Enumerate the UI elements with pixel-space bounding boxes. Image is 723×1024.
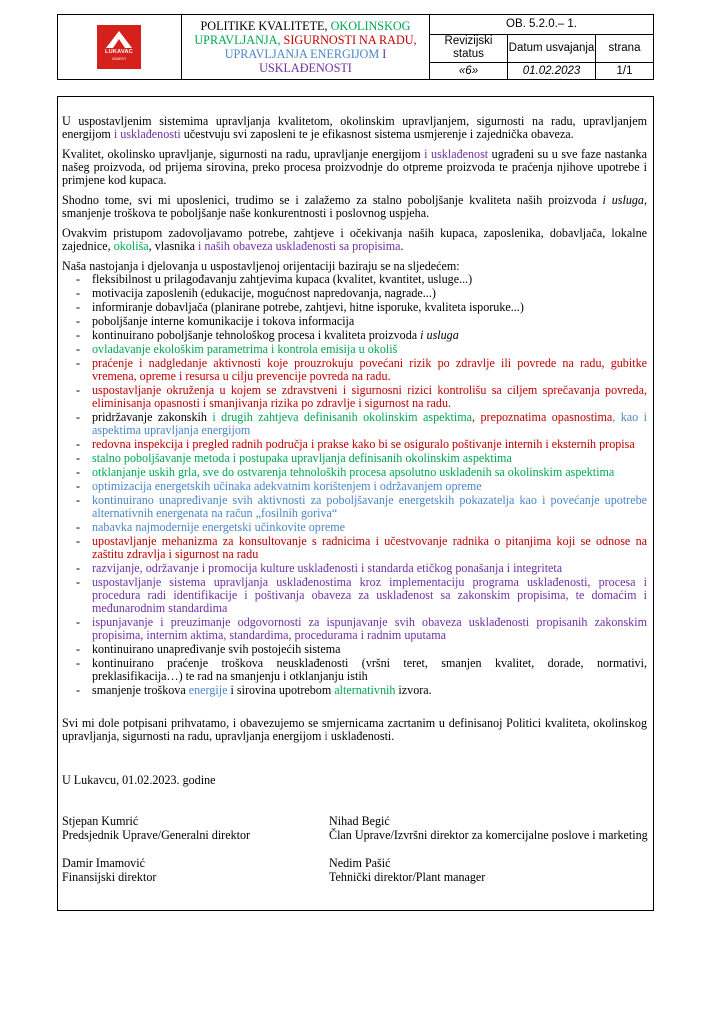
text-run: Ovakvim pristupom zadovoljavamo potrebe, zahtjeve i očekivanja naših kupaca, zaposlenika, dobavljača, lokalne zajednice, [62, 226, 647, 253]
text-run: stalno poboljšavanje metoda i postupaka upravljanja definisanih okolinskim aspektima [92, 451, 512, 465]
text-run: motivacija zaposlenih (edukacije, mogućnost napredovanja, nagrade...) [92, 286, 436, 300]
list-dash: - [76, 520, 81, 534]
text-run: I USKLAĐENOSTI [259, 47, 387, 75]
text-run: pridržavanje zakonskih [92, 410, 213, 424]
list-dash: - [76, 300, 81, 314]
list-dash: - [76, 356, 81, 370]
signatory-role: Predsjednik Uprave/Generalni direktor [62, 828, 251, 842]
signatory-2 [329, 814, 648, 842]
intro-paragraphs [62, 115, 647, 253]
list-dash: - [76, 615, 81, 629]
list-dash: - [76, 451, 81, 465]
list-item [62, 411, 647, 437]
policy-title-text [188, 19, 423, 75]
list-item [62, 576, 647, 615]
text-run: kontinuirano praćenje troškova neusklađenosti (vršni teret, smanjen kvalitet, dorade, normativi, preklasifikacija…) te rad na smanjenju i otklanjanju istih [92, 656, 647, 683]
text-run: i drugih zahtjeva definisanih okolinskim aspektima [212, 410, 473, 424]
text-run: Kvalitet, okolinsko upravljanje, sigurnosti na radu, upravljanje energijom [62, 147, 425, 161]
text-run: i sirovina upotrebom [227, 683, 335, 697]
list-item [62, 535, 647, 561]
text-run: ugrađeni su u sve faze nastanka našeg proizvoda, od prijema sirovina, preko procesa proizvodnje do otpreme proizvoda te praćenja njihove upotrebe i primjene kod kupaca. [62, 147, 647, 187]
text-run: učestvuju svi zaposleni te je efikasnost sistema usmjerenje i zajednička obaveza. [180, 127, 574, 141]
text-run: OKOLINSKOG UPRAVLJANJA, [194, 19, 411, 47]
document-meta [430, 15, 653, 79]
list-item [62, 684, 647, 697]
list-dash: - [76, 561, 81, 575]
logo-cell [58, 15, 182, 79]
text-run: usklađenosti. [327, 729, 395, 743]
signatory-role: Finansijski direktor [62, 870, 157, 884]
text-run: smanjenje troškova [92, 683, 189, 697]
list-item [62, 357, 647, 383]
adoption-date-value: 01.02.2023 [508, 63, 596, 79]
signatory-name: Damir Imamović [62, 856, 145, 870]
revision-status-value: «6» [430, 63, 508, 79]
list-dash: - [76, 683, 81, 697]
text-run: redovna inspekcija i pregled radnih područja i prakse kako bi se osiguralo poštivanje internih i eksternih propisa [92, 437, 635, 451]
list-dash: - [76, 383, 81, 397]
list-item [62, 384, 647, 410]
list-item [62, 438, 647, 451]
text-run: alternativnih [334, 683, 396, 697]
text-run: UPRAVLJANJA ENERGIJOM [224, 47, 383, 61]
page-header: strana [596, 34, 653, 63]
list-dash: - [76, 642, 81, 656]
text-run: U uspostavljenim sistemima upravljanja kvalitetom, okolinskim upravljanjem, sigurnosti na radu, upravljanjem energijom [62, 114, 647, 141]
text-run: , smanjenje troškova te poboljšanje naše konkurentnosti i poslovnog uspjeha. [62, 193, 647, 220]
text-run: fleksibilnost u prilagođavanju zahtjevima kupaca (kvalitet, kvantitet, usluge...) [92, 272, 473, 286]
list-item [62, 287, 647, 300]
text-run: ovladavanje ekološkim parametrima i kontrola emisija u okoliš [92, 342, 398, 356]
adoption-date-header: Datum usvajanja [508, 34, 596, 63]
text-run: kontinuirano poboljšanje tehnološkog procesa i kvaliteta proizvoda [92, 328, 421, 342]
signatory-4 [329, 856, 485, 884]
list-dash: - [76, 534, 81, 548]
text-run: i naših obaveza usklađenosti sa propisima [198, 239, 401, 253]
list-dash: - [76, 656, 81, 670]
text-run: otklanjanje uskih grla, sve do ostvarenja tehnoloških procesa apsolutno usklađenih sa okolinskim aspektima [92, 465, 615, 479]
text-run: . [400, 239, 404, 253]
logo-subtitle: CEMENT [111, 57, 127, 61]
list-item [62, 452, 647, 465]
list-dash: - [76, 286, 81, 300]
text-run: poboljšanje interne komunikacije i tokova informacija [92, 314, 355, 328]
list-item [62, 494, 647, 520]
list-item [62, 643, 647, 656]
text-run: energije [188, 683, 228, 697]
list-item [62, 480, 647, 493]
list-item [62, 273, 647, 286]
text-run: Shodno tome, svi mi uposlenici, trudimo se i zalažemo za stalno poboljšanje kvaliteta naših proizvoda [62, 193, 603, 207]
place-and-date: U Lukavcu, 01.02.2023. godine [62, 773, 216, 787]
lukavac-cement-logo [97, 25, 141, 69]
text-run: i usklađenosti [113, 127, 181, 141]
revision-status-header: Revizijski status [430, 34, 508, 63]
list-intro: Naša nastojanja i djelovanja u uspostavljenoj orijentaciji baziraju se na sljedećem: [62, 259, 460, 273]
document-code: OB. 5.2.0.– 1. [430, 15, 653, 35]
text-run: i usluga [602, 193, 644, 207]
text-run: praćenje i nadgledanje aktivnosti koje prouzrokuju povećani rizik po zdravlje ili povrede na radu, gubitke vremena, opreme i resursa u cilju prevencije povreda na radu. [92, 356, 647, 383]
list-dash: - [76, 575, 81, 589]
text-run: SIGURNOSTI NA RADU, [283, 33, 417, 47]
list-dash: - [76, 328, 81, 342]
policy-title [182, 15, 430, 79]
policy-paragraph [62, 115, 647, 141]
signatory-3 [62, 856, 156, 884]
list-dash: - [76, 479, 81, 493]
list-dash: - [76, 437, 81, 451]
text-run: kontinuirano unapređivanje svih aktivnosti za poboljšavanje energetskih pokazatelja kao i povećanje upotrebe alternativnih energenata na račun „fosilnih goriva“ [92, 493, 647, 520]
list-item [62, 343, 647, 356]
document-header-table [57, 14, 654, 80]
policy-paragraph [62, 148, 647, 187]
list-item [62, 466, 647, 479]
list-dash: - [76, 410, 81, 424]
list-item [62, 657, 647, 683]
text-run: upostavljanje mehanizma za konsultovanje s radnicima i učestvovanje radnika o pitanjima koji se odnose na zaštitu zdravlja i sigurnost na radu [92, 534, 647, 561]
policy-paragraph [62, 227, 647, 253]
list-item [62, 521, 647, 534]
text-run: i [324, 729, 328, 743]
text-run: uspostavljanje okruženja u kojem se zdravstveni i sigurnosni rizici kontrolišu sa ciljem sprečavanja povreda, eliminisanja opasnosti i smanjivanja rizika po zdravlje i sigurnost na radu. [92, 383, 647, 410]
text-run: Svi mi dole potpisani prihvatamo, i obavezujemo se smjernicama zacrtanim u definisanoj Politici kvaliteta, okolinskog upravljanja, sigurnosti na radu, upravljanja energijom [62, 716, 647, 743]
text-run: uspostavljanje sistema upravljanja usklađenostima kroz implementaciju programa usklađenosti, procesa i procedura radi identifikacije i poštivanja obaveza za usklađenost sa zakonskim propisima, te domaćim i međunarodnim standardima [92, 575, 647, 615]
signatory-name: Nedim Pašić [329, 856, 391, 870]
list-item [62, 315, 647, 328]
text-run: izvora. [395, 683, 432, 697]
mountain-icon [104, 29, 134, 49]
list-dash: - [76, 465, 81, 479]
list-item [62, 562, 647, 575]
text-run: , prepoznatima opasnostima [472, 410, 613, 424]
signatory-role: Član Uprave/Izvršni direktor za komercijalne poslove i marketing [329, 828, 648, 842]
text-run: ispunjavanje i preuzimanje odgovornosti za ispunjavanje svih obaveza usklađenosti propisanih zakonskim propisima, internim aktima, standardima, procedurama i radnim uputama [92, 615, 647, 642]
list-dash: - [76, 342, 81, 356]
signatory-role: Tehnički direktor/Plant manager [329, 870, 486, 884]
text-run: nabavka najmodernije energetski učinkovite opreme [92, 520, 345, 534]
text-run: okoliša [113, 239, 149, 253]
signatory-name: Stjepan Kumrić [62, 814, 139, 828]
list-dash: - [76, 314, 81, 328]
list-item [62, 616, 647, 642]
text-run: POLITIKE KVALITETE, [200, 19, 331, 33]
signatory-name: Nihad Begić [329, 814, 390, 828]
policy-content [62, 115, 647, 750]
text-run: i usklađenost [424, 147, 489, 161]
policy-paragraph [62, 194, 647, 220]
commitments-list [62, 273, 647, 697]
closing-paragraph [62, 717, 647, 743]
text-run: kontinuirano unapređivanje svih postojećih sistema [92, 642, 341, 656]
page-value: 1/1 [616, 65, 633, 77]
list-dash: - [76, 493, 81, 507]
text-run: i usluga [420, 328, 459, 342]
list-item [62, 329, 647, 342]
logo-name: LUKAVAC [105, 49, 133, 55]
text-run: , vlasnika [148, 239, 199, 253]
text-run: informiranje dobavljača (planirane potrebe, zahtjevi, hitne isporuke, kvaliteta isporuke...) [92, 300, 524, 314]
signatory-1 [62, 814, 250, 842]
list-dash: - [76, 272, 81, 286]
text-run: , kao i aspektima upravljanja energijom [92, 410, 647, 437]
text-run: optimizacija energetskih učinaka adekvatnim korištenjem i održavanjem opreme [92, 479, 482, 493]
text-run: razvijanje, održavanje i promocija kulture usklađenosti i standarda etičkog ponašanja i integriteta [92, 561, 563, 575]
list-item [62, 301, 647, 314]
